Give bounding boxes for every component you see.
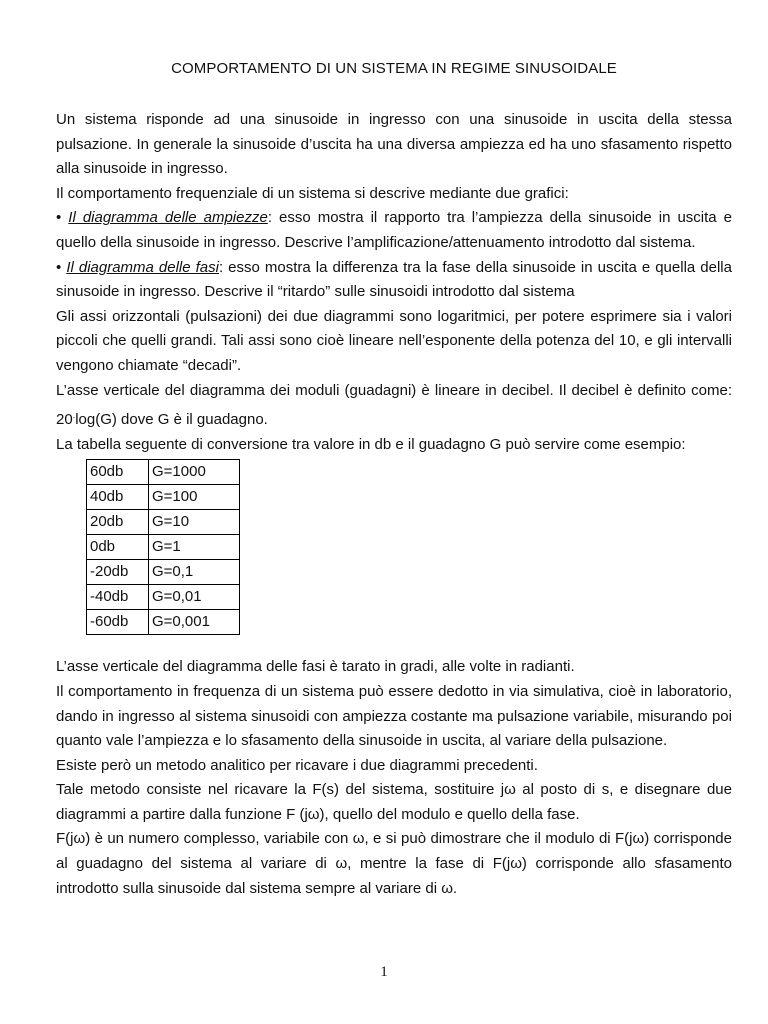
bullet-phase [56,256,732,305]
db-value-cell: -40db [87,585,149,610]
paragraph-decibel [56,379,732,433]
table-row [87,510,240,535]
page-number: 1 [380,964,388,980]
paragraph-analytic: Esiste però un metodo analitico per ricavare i due diagrammi precedenti. [56,756,538,774]
paragraph-log-axes: Gli assi orizzontali (pulsazioni) dei due diagrammi sono logaritmici, per potere esprimere sia i valori piccoli che quelli grandi. Tali assi sono cioè lineare nell’esponente della potenza del 10, e gli intervalli vengono chiamate “decadi”. [56,307,732,374]
gain-value-cell: G=0,1 [149,560,240,585]
bullet-mark: • [56,209,62,227]
page-title: COMPORTAMENTO DI UN SISTEMA IN REGIME SINUSOIDALE [171,60,617,77]
paragraph-method: Tale metodo consiste nel ricavare la F(s) del sistema, sostituire jω al posto di s, e disegnare due diagrammi a partire dalla funzione F (jω), quello del modulo e quello della fase. [56,781,732,823]
paragraph-simulation: Il comportamento in frequenza di un sistema può essere dedotto in via simulativa, cioè in laboratorio, dando in ingresso al sistema sinusoidi con ampiezza costante ma pulsazione variabile, misurando poi quanto vale l’ampiezza e lo sfasamento della sinusoide in uscita, al variare della pulsazione. [56,682,732,750]
term-amplitude-diagram: Il diagramma delle ampiezze [68,209,268,227]
paragraph-intro: Un sistema risponde ad una sinusoide in ingresso con una sinusoide in uscita della stessa pulsazione. In generale la sinusoide d’uscita ha una diversa ampiezza ed ha uno sfasamento rispetto alla sinusoide in ingresso. [56,111,732,178]
paragraph-table-intro: La tabella seguente di conversione tra valore in db e il guadagno G può servire come esempio: [56,435,686,453]
db-value-cell: 40db [87,485,149,510]
db-conversion-table [86,459,240,635]
bullet-amplitude [56,206,732,255]
document-body [56,108,732,901]
table-row [87,460,240,485]
gain-value-cell: G=1 [149,535,240,560]
gain-value-cell: G=10 [149,510,240,535]
decibel-text-a: L’asse verticale del diagramma dei moduli (guadagni) è lineare in decibel. Il decibel è definito come: 20 [56,381,732,429]
table-row [87,485,240,510]
gain-value-cell: G=0,001 [149,610,240,635]
paragraph-complex: F(jω) è un numero complesso, variabile con ω, e si può dimostrare che il modulo di F(jω) corrisponde al guadagno del sistema al variare di ω, mentre la fase di F(jω) corrisponde allo sfasamento introdotto sulla sinusoide dal sistema sempre al variare di ω. [56,830,732,897]
bullet-amplitude-text: : esso mostra il rapporto tra l’ampiezza della sinusoide in uscita e quello della sinusoide in ingresso. Descrive l’amplificazione/attenuamento introdotto dal sistema. [56,209,732,251]
table-row [87,610,240,635]
gain-value-cell: G=1000 [149,460,240,485]
db-value-cell: 20db [87,510,149,535]
bullet-mark: • [56,258,62,276]
db-value-cell: 0db [87,535,149,560]
paragraph-phase-axis: L’asse verticale del diagramma delle fasi è tarato in gradi, alle volte in radianti. [56,658,575,676]
bullet-phase-text: : esso mostra la differenza tra la fase della sinusoide in uscita e quella della sinusoide in ingresso. Descrive il “ritardo” sulle sinusoidi introdotto dal sistema [56,258,732,301]
db-value-cell: -20db [87,560,149,585]
gain-value-cell: G=100 [149,485,240,510]
paragraph-two-graphs: Il comportamento frequenziale di un sistema si descrive mediante due grafici: [56,184,569,202]
table-row [87,535,240,560]
multiply-dot: . [72,410,76,421]
db-value-cell: -60db [87,610,149,635]
term-phase-diagram: Il diagramma delle fasi [66,258,219,276]
table-row [87,560,240,585]
gain-value-cell: G=0,01 [149,585,240,610]
db-value-cell: 60db [87,460,149,485]
table-row [87,585,240,610]
decibel-text-b: log(G) dove G è il guadagno. [75,411,268,429]
